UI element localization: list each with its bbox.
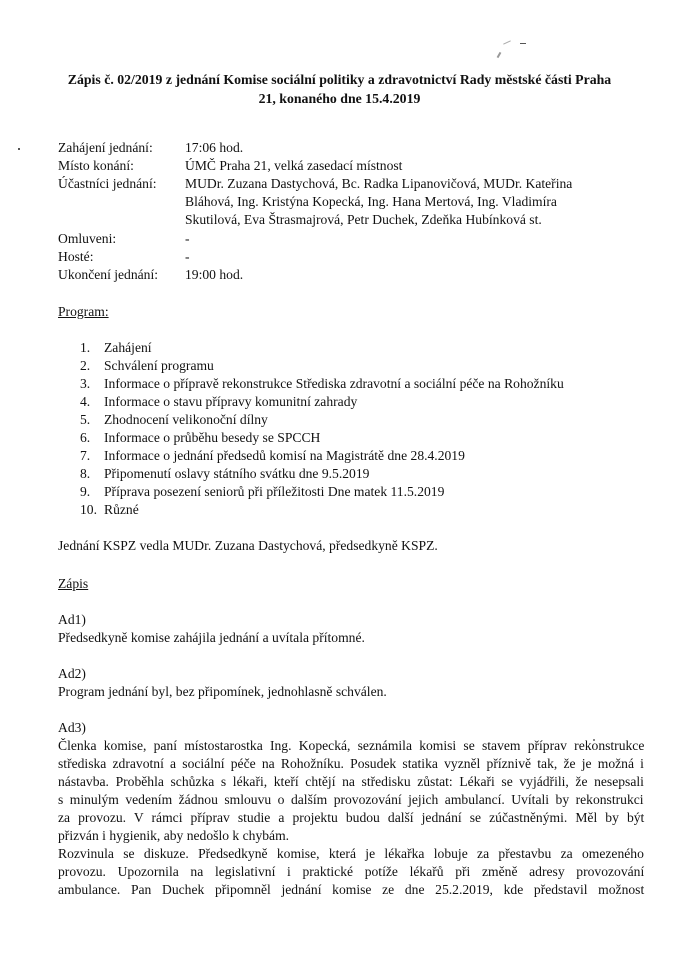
paragraph-line: s minulým vedením žádnou smlouvu o dalším provozování jejich ambulancí. Uvítali by rekonstrukci xyxy=(58,792,644,807)
program-item-text: Informace o průběhu besedy se SPCCH xyxy=(104,430,321,445)
minutes-heading: Zápis xyxy=(58,576,89,591)
meta-label-excused: Omluveni: xyxy=(58,231,117,246)
program-item-text: Informace o přípravě rekonstrukce Střediska zdravotní a sociální péče na Rohožníku xyxy=(104,376,564,391)
program-item-number: 7. xyxy=(80,448,91,463)
meta-value-place: ÚMČ Praha 21, velká zasedací místnost xyxy=(185,158,403,173)
paragraph-line: nástavba. Proběhla schůzka s lékaři, kteří chtějí na středisku zůstat: Lékaři se vyjádřili, že nesepsali xyxy=(58,774,644,789)
program-item-number: 8. xyxy=(80,466,91,481)
meta-label-guests: Hosté: xyxy=(58,249,94,264)
paragraph-line: Rozvinula se diskuze. Předsedkyně komise, která je lékařka lobuje za přestavbu za omezeného xyxy=(58,846,644,861)
program-heading: Program: xyxy=(58,304,109,319)
program-item-text: Informace o jednání předsedů komisí na Magistrátě dne 28.4.2019 xyxy=(104,448,465,463)
paragraph-line: střediska zdravotní a sociální péče na Rohožníku. Posudek statika vyzněl příznivě tak, že je možná i xyxy=(58,756,644,771)
meta-value-excused: - xyxy=(185,231,190,246)
section-label: Ad3) xyxy=(58,720,86,735)
program-item-number: 3. xyxy=(80,376,91,391)
paragraph-line: provozu. Upozornila na legislativní i praktické potíže lékařů při změně adresy provozování xyxy=(58,864,645,879)
meta-label-place: Místo konání: xyxy=(58,158,134,173)
document-title-line: Zápis č. 02/2019 z jednání Komise sociální politiky a zdravotnictví Rady městské části Praha xyxy=(67,72,612,87)
paragraph-line: za provozu. V rámci příprav studie a projektu budou další jednání se zúčastněnými. Měl by být xyxy=(58,810,645,825)
program-item-number: 10. xyxy=(80,502,97,517)
meta-value-participants-line: Skutilová, Eva Štrasmajrová, Petr Duchek, Zdeňka Hubínková st. xyxy=(185,212,542,227)
section-label: Ad2) xyxy=(58,666,86,681)
section-paragraph xyxy=(58,845,644,899)
scan-artifact-mark xyxy=(18,148,20,150)
document-title-line: 21, konaného dne 15.4.2019 xyxy=(258,90,421,106)
program-item-number: 1. xyxy=(80,340,91,355)
scan-artifact-mark xyxy=(520,43,526,44)
chair-note: Jednání KSPZ vedla MUDr. Zuzana Dastychová, předsedkyně KSPZ. xyxy=(58,538,438,553)
meta-label-end: Ukončení jednání: xyxy=(58,267,159,282)
scan-artifact-mark xyxy=(503,40,511,44)
program-item-number: 4. xyxy=(80,394,91,409)
section-text: Program jednání byl, bez připomínek, jednohlasně schválen. xyxy=(58,684,387,699)
paragraph-line: ambulance. Pan Duchek připomněl jednání komise ze dne 25.2.2019, kde představil možnost xyxy=(58,882,645,897)
program-item-number: 5. xyxy=(80,412,91,427)
program-item-number: 2. xyxy=(80,358,91,373)
program-item-text: Informace o stavu přípravy komunitní zahrady xyxy=(104,394,358,409)
program-item-text: Zhodnocení velikonoční dílny xyxy=(104,412,268,427)
program-item-text: Schválení programu xyxy=(104,358,214,373)
program-item-text: Zahájení xyxy=(104,340,152,355)
document-title xyxy=(0,71,679,108)
meta-label-participants: Účastníci jednání: xyxy=(58,176,157,191)
meta-label-start: Zahájení jednání: xyxy=(58,140,153,155)
meta-value-guests: - xyxy=(185,249,190,264)
program-item-text: Různé xyxy=(104,502,139,517)
program-item-number: 9. xyxy=(80,484,91,499)
program-item-number: 6. xyxy=(80,430,91,445)
meta-value-start: 17:06 hod. xyxy=(185,140,244,155)
program-item-text: Připomenutí oslavy státního svátku dne 9.5.2019 xyxy=(104,466,370,481)
meta-value-end: 19:00 hod. xyxy=(185,267,244,282)
section-paragraph xyxy=(58,737,644,845)
meta-value-participants-line: MUDr. Zuzana Dastychová, Bc. Radka Lipanovičová, MUDr. Kateřina xyxy=(185,176,573,191)
meta-value-participants-line: Bláhová, Ing. Kristýna Kopecká, Ing. Hana Mertová, Ing. Vladimíra xyxy=(185,194,557,209)
scan-artifact-mark xyxy=(497,52,502,58)
section-label: Ad1) xyxy=(58,612,86,627)
paragraph-line: Členka komise, paní místostarostka Ing. Kopecká, seznámila komisi se stavem příprav rekonstrukce xyxy=(58,738,645,753)
section-text: Předsedkyně komise zahájila jednání a uvítala přítomné. xyxy=(58,630,365,645)
program-item-text: Příprava posezení seniorů při příležitosti Dne matek 11.5.2019 xyxy=(104,484,445,499)
paragraph-line: přizván i hygienik, aby nedošlo k chybám. xyxy=(58,828,290,843)
